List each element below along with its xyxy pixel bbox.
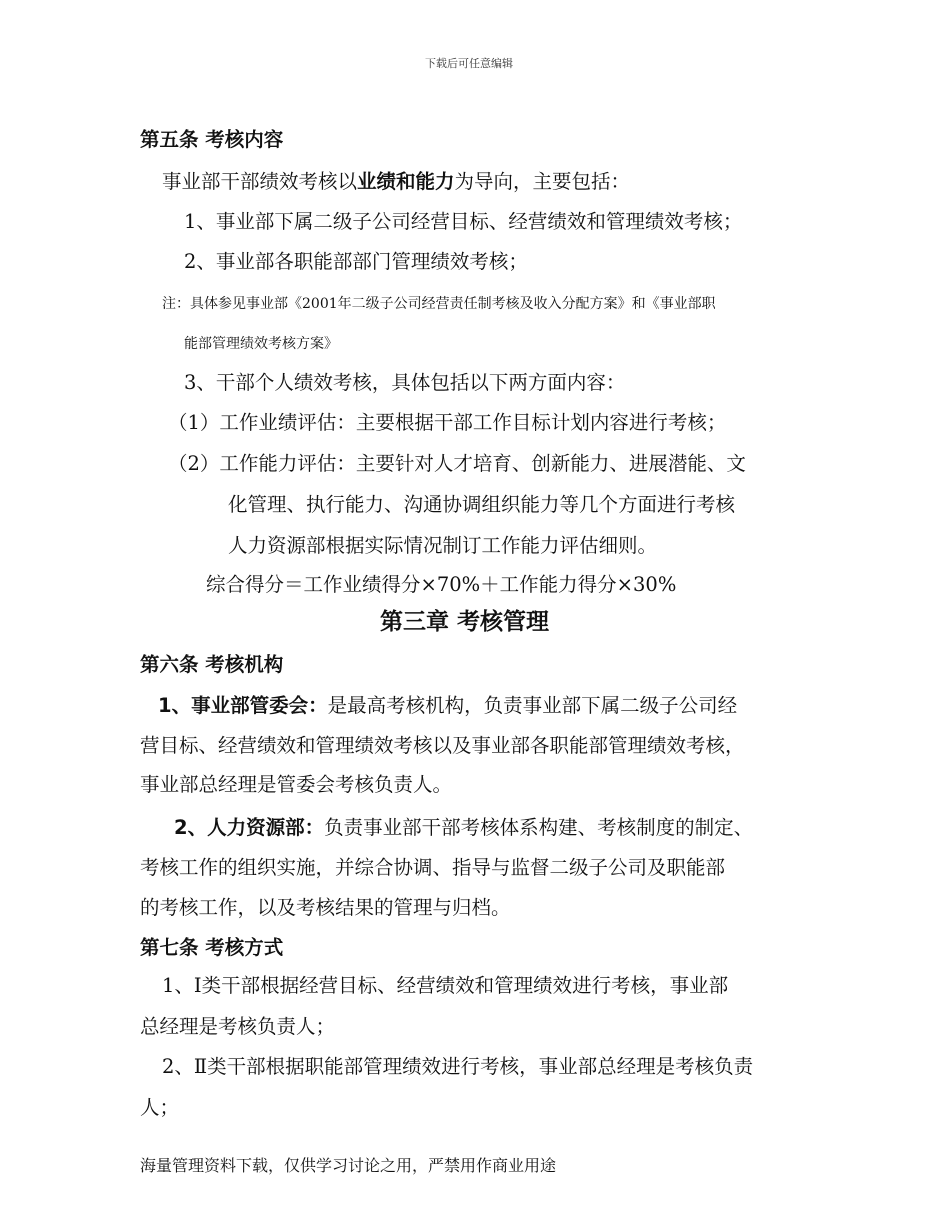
article-7-para-2-line-1: 2、Ⅱ类干部根据职能部管理绩效进行考核，事业部总经理是考核负责 xyxy=(162,1055,754,1078)
article-5-note-line-2: 能部管理绩效考核方案》 xyxy=(184,336,338,352)
article-5-item-3: 3、干部个人绩效考核，具体包括以下两方面内容： xyxy=(184,371,626,394)
article-6-para-2-line-2: 考核工作的组织实施，并综合协调、指导与监督二级子公司及职能部 xyxy=(140,856,726,879)
article-6-para-1-line-2: 营目标、经营绩效和管理绩效考核以及事业部各职能部管理绩效考核， xyxy=(140,734,745,757)
article-6-para-2-line-3: 的考核工作，以及考核结果的管理与归档。 xyxy=(140,896,511,919)
article-5-intro xyxy=(162,172,630,192)
article-5-sub-2-line-1: （2）工作能力评估：主要针对人才培育、创新能力、进展潜能、文 xyxy=(168,452,746,475)
footer-disclaimer: 海量管理资料下载，仅供学习讨论之用，严禁用作商业用途 xyxy=(140,1156,557,1175)
article-5-sub-1: （1）工作业绩评估：主要根据干部工作目标计划内容进行考核； xyxy=(168,411,727,434)
article-7-para-2-line-2: 人； xyxy=(140,1096,180,1119)
hr-dept-label: 2、人力资源部： xyxy=(174,816,325,839)
article-5-note-line-1: 注：具体参见事业部《2001年二级子公司经营责任制考核及收入分配方案》和《事业部职 xyxy=(162,296,716,312)
committee-text: 是最高考核机构，负责事业部下属二级子公司经 xyxy=(327,694,738,717)
article-5-item-1: 1、事业部下属二级子公司经营目标、经营绩效和管理绩效考核； xyxy=(184,210,743,233)
committee-label: 1、事业部管委会： xyxy=(158,694,328,717)
article-5-sub-2-line-2: 化管理、执行能力、沟通协调组织能力等几个方面进行考核 xyxy=(228,493,736,516)
article-5-item-2: 2、事业部各职能部部门管理绩效考核； xyxy=(184,250,528,273)
chapter-3-title: 第三章 考核管理 xyxy=(380,609,550,635)
intro-text-post: 为导向，主要包括： xyxy=(454,170,631,193)
article-6-title: 第六条 考核机构 xyxy=(140,653,284,676)
article-6-para-2-line-1 xyxy=(174,818,753,838)
header-note: 下载后可任意编辑 xyxy=(425,57,513,70)
article-6-para-1-line-3: 事业部总经理是管委会考核负责人。 xyxy=(140,773,453,796)
intro-text-bold: 业绩和能力 xyxy=(357,170,455,193)
article-5-title: 第五条 考核内容 xyxy=(140,128,284,151)
article-6-para-1-line-1 xyxy=(158,696,737,716)
article-7-title: 第七条 考核方式 xyxy=(140,936,284,959)
article-7-para-1-line-1: 1、Ⅰ类干部根据经营目标、经营绩效和管理绩效进行考核，事业部 xyxy=(162,974,729,997)
scoring-formula: 综合得分＝工作业绩得分×70%＋工作能力得分×30% xyxy=(206,573,677,596)
hr-dept-text: 负责事业部干部考核体系构建、考核制度的制定、 xyxy=(324,816,754,839)
article-7-para-1-line-2: 总经理是考核负责人； xyxy=(140,1015,336,1038)
intro-text-pre: 事业部干部绩效考核以 xyxy=(162,170,358,193)
article-5-sub-2-line-3: 人力资源部根据实际情况制订工作能力评估细则。 xyxy=(228,534,658,557)
